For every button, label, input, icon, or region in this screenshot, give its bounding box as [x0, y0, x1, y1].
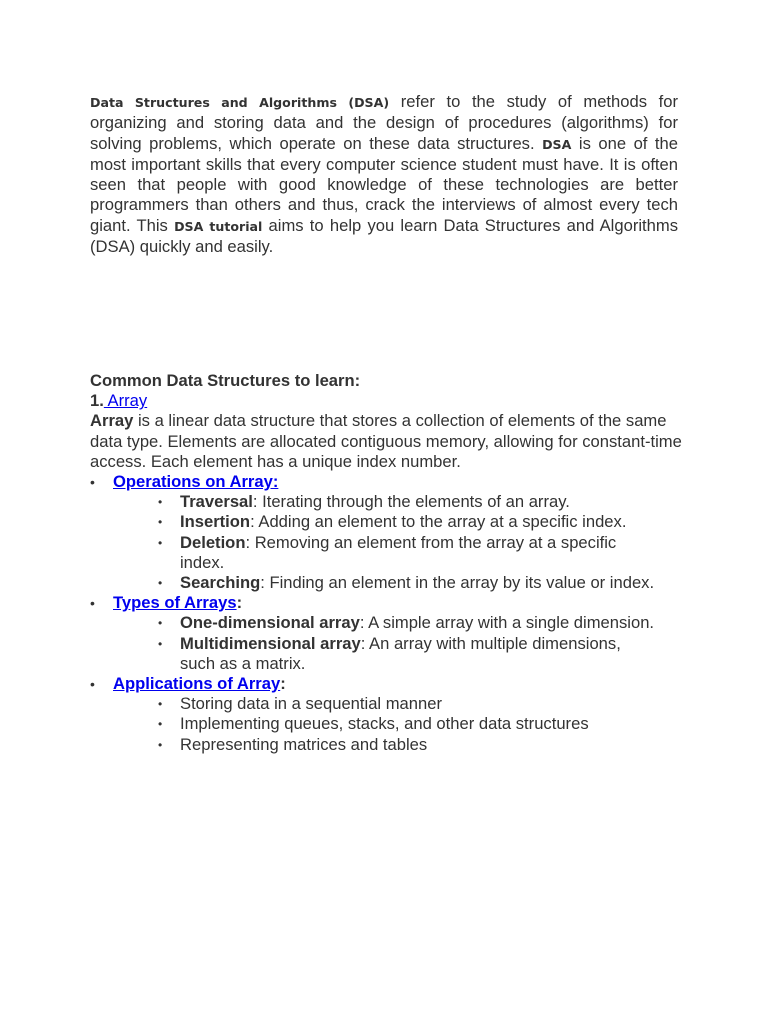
- array-description-text: is a linear data structure that stores a collection of elements of the same data type. Elements are allocated contiguous memory, allowing for constant-time access. Each element has a unique index number.: [90, 411, 682, 471]
- sublist-item-searching: [158, 573, 680, 593]
- group-colon: :: [280, 674, 286, 694]
- item-text: Storing data in a sequential manner: [180, 694, 442, 714]
- types-of-arrays-link[interactable]: Types of Arrays: [113, 593, 237, 613]
- item-text: : Iterating through the elements of an array.: [252, 492, 570, 512]
- sublist-item-traversal: [158, 492, 680, 512]
- item-text: : A simple array with a single dimension.: [359, 613, 655, 633]
- dsa-full-term: Data Structures and Algorithms (DSA): [90, 95, 390, 110]
- sublist-item-one-dimensional: [158, 613, 680, 633]
- operations-sublist: [113, 492, 690, 593]
- bullet-icon: •: [90, 676, 95, 693]
- item-term: Searching: [180, 573, 261, 593]
- applications-sublist: [113, 694, 690, 755]
- sublist-item-multidimensional: [158, 633, 640, 674]
- item-text: : An array with multiple dimensions, such as a matrix.: [180, 633, 621, 673]
- sublist-item-insertion: [158, 512, 680, 532]
- array-topics-list: [90, 472, 690, 755]
- item-text: Representing matrices and tables: [180, 734, 428, 754]
- item-term: Traversal: [180, 492, 253, 512]
- item-term: Insertion: [180, 512, 251, 532]
- list-item-types: [90, 593, 690, 674]
- sublist-item-storing: [158, 694, 680, 714]
- intro-text-3: aims to help you learn Data Structures and Algorithms (DSA) quickly and easily.: [90, 215, 678, 257]
- list-item-operations: [90, 472, 690, 593]
- applications-of-array-link[interactable]: Applications of Array: [113, 674, 281, 694]
- sublist-item-implementing: [158, 714, 680, 734]
- array-term: Array: [90, 411, 134, 431]
- item-text: : Removing an element from the array at a specific index.: [180, 532, 617, 572]
- types-sublist: [113, 613, 690, 674]
- intro-paragraph: [90, 92, 678, 257]
- array-item-title: [90, 391, 690, 411]
- bullet-icon: •: [158, 737, 163, 752]
- array-link[interactable]: Array: [103, 391, 148, 411]
- bullet-icon: •: [158, 535, 163, 550]
- item-term: Deletion: [180, 532, 246, 552]
- bullet-icon: •: [158, 697, 163, 712]
- operations-on-array-link[interactable]: Operations on Array:: [113, 472, 279, 492]
- item-text: : Finding an element in the array by its value or index.: [260, 573, 655, 593]
- intro-text-2: is one of the most important skills that every computer science student must have. It is often seen that people with good knowledge of these technologies are better programmers than others and thus, crack the interviews of almost every tech giant. This: [90, 133, 678, 235]
- bullet-icon: •: [158, 616, 163, 631]
- list-item-applications: [90, 674, 690, 755]
- item-term: Multidimensional array: [180, 633, 361, 653]
- sublist-item-representing: [158, 734, 680, 755]
- bullet-icon: •: [158, 576, 163, 591]
- sublist-item-deletion: [158, 532, 640, 573]
- item-term: One-dimensional array: [180, 613, 360, 633]
- bullet-icon: •: [158, 515, 163, 530]
- item-text: : Adding an element to the array at a specific index.: [250, 512, 627, 532]
- dsa-short-term: DSA: [542, 136, 572, 152]
- bullet-icon: •: [158, 495, 163, 510]
- array-description: [90, 411, 690, 472]
- bullet-icon: •: [158, 717, 163, 732]
- dsa-tutorial-term: DSA tutorial: [174, 218, 263, 234]
- data-structures-section: [90, 371, 690, 755]
- section-heading: Common Data Structures to learn:: [90, 371, 361, 390]
- intro-text-1: refer to the study of methods for organizing and storing data and the design of procedures (algorithms) for solving problems, which operate on these data structures.: [90, 92, 678, 153]
- bullet-icon: •: [90, 474, 95, 491]
- group-colon: :: [236, 593, 243, 613]
- bullet-icon: •: [90, 595, 95, 612]
- item-number: 1.: [90, 391, 104, 411]
- item-text: Implementing queues, stacks, and other data structures: [180, 714, 589, 734]
- bullet-icon: •: [158, 636, 163, 651]
